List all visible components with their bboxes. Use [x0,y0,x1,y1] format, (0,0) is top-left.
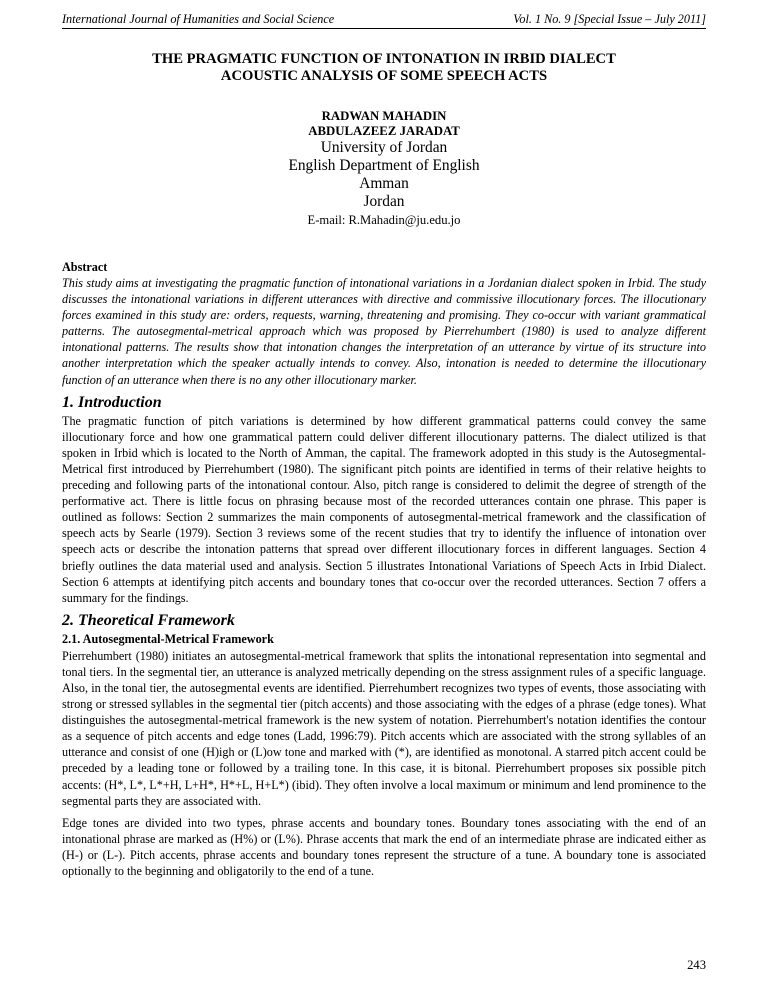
affiliation-country: Jordan [363,193,405,210]
author-email: E-mail: R.Mahadin@ju.edu.jo [307,213,461,227]
abstract-heading: Abstract [62,260,108,274]
affiliation-department: English Department of English [288,157,480,174]
abstract-text: This study aims at investigating the pragmatic function of intonational variations in a Jordanian dialect spoken in Irbid. The study discusses the intonational variations in different utterances with directive and commissive illocutionary forces. The illocutionary forces examined in this study are: orders, requests, warning, threatening and promising. They co-occur with variant grammatical patterns. The autosegmental-metrical approach which was proposed by Pierrehumbert (1980) is used to analyze different intonational patterns. The results show that intonation changes the interpretation of an utterance by virtue of its structure into another interpretation which the speaker actually intends to convey. Also, intonation is needed to determine the illocutionary function of an utterance when there is no any other illocutionary marker. [62,276,706,387]
author-1: RADWAN MAHADIN [321,109,447,123]
running-header [62,12,706,29]
framework-paragraph-1: Pierrehumbert (1980) initiates an autosegmental-metrical framework that splits the intonational representation into segmental and tonal tiers. In the segmental tier, an utterance is analyzed metrically depending on the stress assignment rules of a specific language. Also, in the tonal tier, the autosegmental events are identified. Pierrehumbert recognizes two types of events, those associating with strong or stressed syllables in the segmental tier (pitch accents) and those associating with the edges of a phrase (edge tones). What distinguishes the autosegmental-metrical framework is the new system of notation. Pierrehumbert's notation identifies the contour as a sequence of pitch accents and edge tones (Ladd, 1996:79). Pitch accents which are associated with the strong syllables of an utterance and consist of one (H)igh or (L)ow tone and marked with (*), are identified as monotonal. A starred pitch accent could be preceded by a leading tone or followed by a trailing tone. In this case, it is bitonal. Pierrehumbert proposes six possible pitch accents: (H*, L*, L*+H, L+H*, H*+L, H+L*) (ibid). They often involve a local maximum or minimum and lend prominence to the segmental parts they are associated with. [62,648,706,808]
section-heading-theoretical-framework: 2. Theoretical Framework [62,611,235,629]
author-2: ABDULAZEEZ JARADAT [308,124,460,138]
subsection-heading-autosegmental: 2.1. Autosegmental-Metrical Framework [62,631,274,646]
section-heading-introduction: 1. Introduction [62,393,162,411]
journal-name: International Journal of Humanities and Social Science [62,12,335,26]
page-number: 243 [687,958,706,972]
paper-title [62,51,706,85]
affiliation [62,139,706,211]
title-line-1: THE PRAGMATIC FUNCTION OF INTONATION IN IRBID DIALECT [152,51,616,67]
paper-page [62,12,706,879]
volume-info: Vol. 1 No. 9 [Special Issue – July 2011] [513,12,706,26]
author-list [62,109,706,139]
affiliation-university: University of Jordan [320,139,448,156]
introduction-paragraph: The pragmatic function of pitch variations is determined by how different grammatical patterns could convey the same illocutionary force and how one grammatical pattern could deliver different illocutionary patterns. The dialect utilized is that spoken in Irbid which is located to the North of Amman, the capital. The framework adopted in this study is the Autosegmental-Metrical first introduced by Pierrehumbert (1980). The significant pitch points are identified in terms of their relative heights to preceding and following parts of the intonational contour. Also, pitch range is considered to delimit the degree of strength of the performative act. There is little focus on phrasing because most of the recorded utterances contain one phrase. This paper is outlined as follows: Section 2 summarizes the main components of autosegmental-metrical framework and the classification of speech acts by Searle (1979). Section 3 reviews some of the recent studies that try to identify the influence of intonation over speech acts or describe the intonation patterns that spread over different illocutionary forces in different languages. Section 4 briefly outlines the data material used and analysis. Section 5 illustrates Intonational Variations of Speech Acts in Irbid Dialect. Section 6 attempts at identifying pitch accents and boundary tones that co-occur over the recorded utterances. Section 7 offers a summary for the findings. [62,413,706,605]
framework-paragraph-2: Edge tones are divided into two types, phrase accents and boundary tones. Boundary tones associating with the end of an intonational phrase are marked as (H%) or (L%). Phrase accents that mark the end of an intermediate phrase are indicated either as (H-) or (L-). Pitch accents, phrase accents and boundary tones represent the structure of a tune. A boundary tone is associated optionally to the beginning and obligatorily to the end of a tune. [62,815,706,878]
title-line-2: ACOUSTIC ANALYSIS OF SOME SPEECH ACTS [220,68,548,84]
affiliation-city: Amman [359,175,409,192]
